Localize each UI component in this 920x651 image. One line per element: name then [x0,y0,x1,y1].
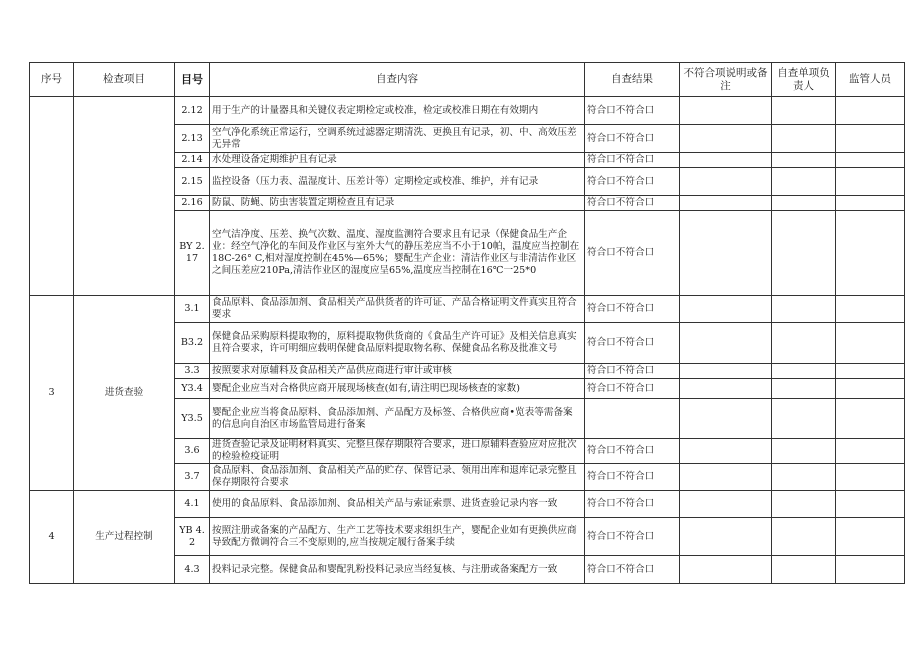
row-result: 符合口不符合口 [585,464,680,491]
row-note [680,211,772,296]
row-result: 符合口不符合口 [585,364,680,379]
row-result: 符合口不符合口 [585,168,680,196]
row-content: 投料记录完整。保健食品和婴配乳粉投料记录应当经复核、与注册或备案配方一致 [210,556,585,584]
row-result: 符合口不符合口 [585,556,680,584]
row-supervisor [836,379,905,399]
row-content: 保健食品采购原料提取物的，原料提取物供货商的《食品生产许可证》及相关信息真实且符合要求，许可明细应载明保健食品原料提取物名称、保健食品名称及批准文号 [210,323,585,364]
group-seq: 4 [30,491,74,584]
row-supervisor [836,168,905,196]
row-no: 2.16 [175,196,210,211]
row-supervisor [836,296,905,323]
header-item: 检查项目 [74,63,175,97]
row-supervisor [836,211,905,296]
row-supervisor [836,491,905,518]
header-result: 自查结果 [585,63,680,97]
row-result: 符合口不符合口 [585,491,680,518]
row-result: 符合口不符合口 [585,379,680,399]
row-supervisor [836,97,905,125]
row-no: BY 2.17 [175,211,210,296]
group-seq [30,97,74,296]
row-content: 婴配企业应当对合格供应商开展现场核查(如有,请注明巴现场核查的家数) [210,379,585,399]
row-owner [772,211,836,296]
table-row [30,296,905,323]
row-no: 4.3 [175,556,210,584]
row-supervisor [836,464,905,491]
row-result: 符合口不符合口 [585,125,680,153]
row-content: 按照要求对原辅料及食品相关产品供应商进行审计或审核 [210,364,585,379]
header-row [30,63,905,97]
row-no: 2.15 [175,168,210,196]
row-result: 符合口不符合口 [585,439,680,464]
group-item: 进货查验 [74,296,175,491]
row-result: 符合口不符合口 [585,296,680,323]
row-note [680,399,772,439]
row-owner [772,364,836,379]
row-content: 用于生产的计量器具和关键仪表定期检定或校准，检定或校准日期在有效期内 [210,97,585,125]
row-note [680,97,772,125]
header-owner: 自查单项负责人 [772,63,836,97]
row-no: Y3.5 [175,399,210,439]
row-supervisor [836,556,905,584]
row-no: 2.13 [175,125,210,153]
row-supervisor [836,323,905,364]
inspection-table [29,62,905,584]
row-content: 防鼠、防蝇、防虫害装置定期检查且有记录 [210,196,585,211]
row-content: 空气净化系统正常运行，空调系统过滤器定期清洗、更换且有记录，初、中、高效压差无异常 [210,125,585,153]
row-result: 符合口不符合口 [585,211,680,296]
header-note: 不符合项说明或备注 [680,63,772,97]
row-note [680,491,772,518]
header-seq: 序号 [30,63,74,97]
row-note [680,439,772,464]
row-no: 2.12 [175,97,210,125]
row-note [680,125,772,153]
row-note [680,153,772,168]
row-no: 2.14 [175,153,210,168]
row-owner [772,439,836,464]
row-no: Y3.4 [175,379,210,399]
row-note [680,296,772,323]
row-supervisor [836,518,905,556]
row-result: 符合口不符合口 [585,323,680,364]
row-note [680,464,772,491]
row-no: 3.3 [175,364,210,379]
row-content: 使用的食品原料、食品添加剂、食品相关产品与索证索票、进货查验记录内容一致 [210,491,585,518]
row-owner [772,323,836,364]
row-content: 监控设备（压力表、温湿度计、压差计等）定期检定或校准、维护，并有记录 [210,168,585,196]
row-note [680,196,772,211]
row-result: 符合口不符合口 [585,97,680,125]
header-no: 目号 [175,63,210,97]
row-content: 进货查验记录及证明材料真实、完整旦保存期限符合要求，进口原辅料查验应对应批次的检验检疫证明 [210,439,585,464]
row-result: 符合口不符合口 [585,518,680,556]
row-content: 婴配企业应当将食品原料、食品添加剂、产品配方及标签、合格供应商•览表等需备案的信息向自治区市场监管局进行备案 [210,399,585,439]
row-content: 空气洁净度、压差、换气次数、温度、湿度监测符合要求且有记录（保健食品生产企业：经空气净化的车间及作业区与室外大气的静压差应当不小于10帕，温度应当控制在18C-26° C,相对湿度控制在45%—65%；婴配生产企业：清洁作业区与非清洁作业区之间压差应210Pa,清洁作业区的湿度应呈65%,温度应当控制在16℃一25*0 [210,211,585,296]
row-owner [772,125,836,153]
group-item: 生产过程控制 [74,491,175,584]
row-supervisor [836,439,905,464]
row-note [680,556,772,584]
row-owner [772,196,836,211]
row-no: 3.1 [175,296,210,323]
row-note [680,323,772,364]
row-note [680,518,772,556]
table-row [30,97,905,125]
row-result [585,399,680,439]
row-no: 4.1 [175,491,210,518]
row-supervisor [836,196,905,211]
row-note [680,379,772,399]
row-note [680,168,772,196]
row-owner [772,556,836,584]
row-content: 按照注册或备案的产品配方、生产工艺等技术要求组织生产，婴配企业如有更换供应商导致配方微调符合三不变原则的,应当按规定履行备案手续 [210,518,585,556]
group-seq: 3 [30,296,74,491]
row-owner [772,379,836,399]
row-owner [772,168,836,196]
row-no: 3.6 [175,439,210,464]
row-content: 食品原料、食品添加剂、食品相关产品供货者的许可证、产品合格证明文件真实且符合要求 [210,296,585,323]
table-row [30,491,905,518]
row-owner [772,491,836,518]
row-supervisor [836,364,905,379]
row-supervisor [836,125,905,153]
row-no: B3.2 [175,323,210,364]
row-owner [772,464,836,491]
header-supervisor: 监管人员 [836,63,905,97]
group-item [74,97,175,296]
row-result: 符合口不符合口 [585,196,680,211]
row-owner [772,518,836,556]
row-supervisor [836,399,905,439]
row-owner [772,296,836,323]
row-content: 食品原料、食品添加剂、食品相关产品的贮存、保管记录、领用出库和退库记录完整且保存期限符合要求 [210,464,585,491]
row-owner [772,97,836,125]
row-owner [772,153,836,168]
header-content: 自查内容 [210,63,585,97]
row-no: YB 4.2 [175,518,210,556]
row-result: 符合口不符合口 [585,153,680,168]
row-note [680,364,772,379]
row-supervisor [836,153,905,168]
row-content: 水处理设备定期维护且有记录 [210,153,585,168]
row-no: 3.7 [175,464,210,491]
row-owner [772,399,836,439]
